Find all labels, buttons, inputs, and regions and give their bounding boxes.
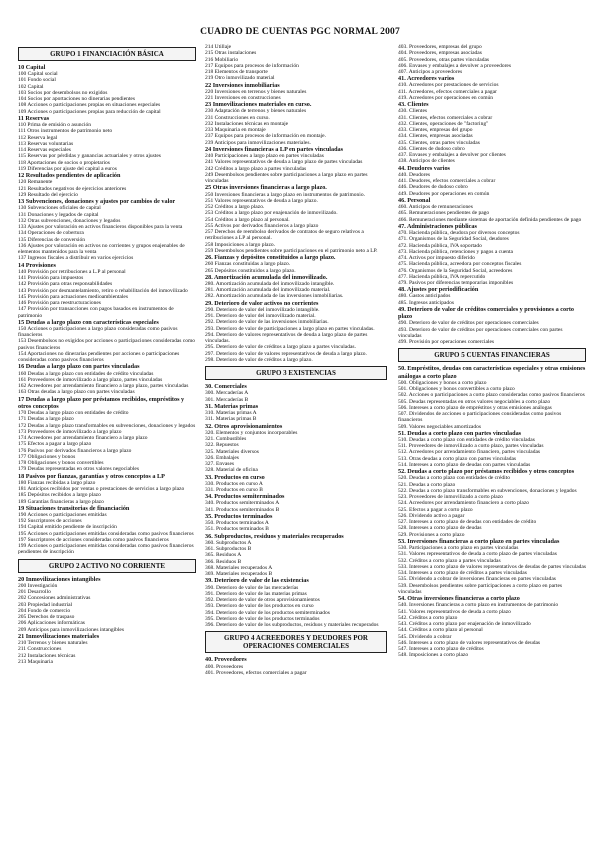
account-line: 194 Capital emitido pendiente de inscripción [18, 524, 117, 531]
account-line: 509. Valores negociables amortizados [398, 423, 481, 430]
section-heading: 51. Deudas a corto plazo con partes vinculadas [398, 429, 522, 437]
account-line: 548. Imposiciones a corto plazo [398, 652, 469, 659]
account-line: 171 Deudas a largo plazo [18, 416, 74, 423]
account-line: 219 Otro inmovilizado material [205, 75, 275, 82]
section-heading: 41. Acreedores varios [398, 75, 455, 83]
section-heading: 11 Reservas [18, 114, 50, 122]
account-line: 201 Desarrollo [18, 589, 51, 596]
account-line: 255 Activos por derivados financieros a largo plazo [205, 222, 319, 229]
section-heading: 53. Inversiones financieras a corto plazo en partes vinculadas [398, 537, 560, 545]
section-heading: 39. Deterioro de valor de las existencias [205, 577, 309, 585]
account-line: 230 Adaptación de terrenos y bienes naturales [205, 108, 307, 115]
account-line: 510. Deudas a corto plazo con entidades de crédito vinculadas [398, 436, 535, 443]
account-line: 209 Anticipos para inmovilizaciones intangibles [18, 626, 125, 633]
section-heading: 40. Proveedores [205, 656, 247, 664]
account-line: 260 Fianzas constituidas a largo plazo. [205, 261, 291, 268]
account-line: 131 Donaciones y legados de capital [18, 211, 99, 218]
account-line: 189 Garantías financieras a largo plazo [18, 498, 104, 505]
section-heading: 35. Productos terminados [205, 512, 273, 520]
account-line: 147 Provisión por transacciones con pagos basados en instrumentos de patrimonio [18, 306, 174, 319]
account-line: 407. Anticipos a proveedores [398, 69, 463, 75]
section-heading: 33. Productos en curso [205, 473, 265, 481]
account-line: 134 Operaciones de cobertura [18, 230, 84, 237]
account-line: 322. Repuestos [205, 442, 239, 449]
account-line: 535. Dividendo a cobrar de inversiones financieras en partes vinculadas [398, 576, 556, 583]
section-heading: 21 Inmovilizaciones materiales [18, 632, 100, 640]
account-line: 119 Diferencias por ajuste del capital a euros [18, 165, 117, 172]
account-line: 474. Activos por impuesto diferido [398, 255, 475, 262]
account-line: 133 Ajustes por valoración en activos financieros disponibles para la venta [18, 224, 183, 231]
account-line: 433. Clientes, empresas del grupo [398, 127, 473, 134]
account-line: 163 Otras deudas a largo plazo con partes vinculadas [18, 389, 135, 396]
account-line: 545. Dividendo a cobrar [398, 633, 452, 640]
account-line: 114 Reservas especiales [18, 147, 71, 154]
account-line: 434. Clientes, empresas asociadas [398, 133, 473, 140]
account-line: 298. Deterioro de valor de créditos a largo plazo. [205, 356, 313, 363]
account-line: 394. Deterioro de valor de los productos semiterminados [205, 609, 330, 616]
account-line: 241 Valores representativos de deuda a largo plazo de partes vinculadas [205, 159, 363, 166]
account-line: 136 Ajustes por valoración en activos no corrientes y grupos enajenables de elementos mantenidos para la venta [18, 242, 185, 256]
account-line: 177 Obligaciones y bonos [18, 453, 76, 460]
account-line: 104 Socios por aportaciones no dinerarias pendientes [18, 96, 135, 103]
account-line: 154 Aportaciones no dinerarias pendientes por acciones o participaciones consideradas como pasivos financieros [18, 350, 180, 364]
account-line: 108 Acciones o participaciones propias en situaciones especiales [18, 102, 161, 109]
account-line: 473. Hacienda pública, retenciones y pagos a cuenta [398, 248, 513, 255]
account-line: 206 Aplicaciones informáticas [18, 620, 85, 627]
document-title: CUADRO DE CUENTAS PGC NORMAL 2007 [200, 27, 400, 37]
account-line: 477. Hacienda pública, IVA repercutido [398, 273, 486, 280]
account-line: 180 Fianzas recibidas a largo plazo [18, 479, 96, 486]
account-line: 153 Desembolsos no exigidos por acciones o participaciones consideradas como pasivos financieros [18, 338, 196, 351]
account-line: 446. Deudores de dudoso cobro [398, 184, 468, 191]
account-line: 546. Intereses a corto plazo de valores representativos de deudas [398, 639, 541, 646]
account-line: 521. Deudas a corto plazo [398, 481, 456, 488]
account-line: 145 Provisión para actuaciones medioambientales [18, 293, 128, 300]
account-line: 281. Amortización acumulada del inmovilizado material. [205, 287, 331, 294]
account-line: 176 Pasivos por derivados financieros a largo plazo [18, 447, 132, 454]
account-line: 257 Derechos de reembolso derivados de contratos de seguro relativos a retribuciones a LP al personal. [205, 229, 364, 242]
account-line: 506. Intereses a corto plazo de empréstitos y otras emisiones análogas [398, 404, 552, 411]
section-heading: 25 Otras inversiones financieras a largo plazo. [205, 184, 327, 192]
section-heading: 18 Pasivos por fianzas, garantías y otros conceptos a LP [18, 472, 165, 480]
account-line: 292. Deterioro de valor de las inversiones inmobiliarias. [205, 319, 329, 326]
account-line: 392. Deterioro de valor de otros aprovisionamientos [205, 597, 320, 604]
account-line: 200 Investigación [18, 582, 58, 589]
section-heading: 26. Fianzas y depósitos constituidos a largo plazo. [205, 254, 336, 262]
account-line: 393. Deterioro de valor de los productos en curso [205, 603, 314, 610]
account-line: 326. Embalajes [205, 454, 239, 461]
section-heading: 36. Subproductos, residuos y materiales recuperados [205, 532, 344, 540]
account-line: 401. Proveedores, efectos comerciales a pagar [205, 669, 307, 676]
account-line: 115 Reservas por pérdidas y ganancias actuariales y otros ajustes [18, 153, 161, 160]
account-line: 391. Deterioro de valor de las materias primas [205, 590, 307, 597]
account-line: 524. Acreedores por arrendamiento financiero a corto plazo [398, 500, 530, 507]
account-line: 253 Créditos a largo plazo por enajenación de inmovilizado. [205, 210, 338, 217]
account-line: 529. Provisiones a corto plazo [398, 531, 465, 538]
account-line: 541. Valores representativos de deuda a corto plazo [398, 608, 511, 615]
account-line: 112 Reserva legal [18, 134, 58, 141]
account-line: 190 Acciones o participaciones emitidas [18, 511, 107, 518]
account-line: 440. Deudores [398, 171, 431, 178]
account-line: 249 Desembolsos pendientes sobre participaciones a largo plazo en partes vinculadas [205, 171, 368, 185]
account-line: 525. Efectos a pagar a corto plazo [398, 506, 473, 513]
account-line: 174 Acreedores por arrendamiento financiero a largo plazo [18, 435, 148, 442]
account-line: 251 Valores representativos de deuda a largo plazo. [205, 197, 318, 204]
account-line: 542. Créditos a corto plazo [398, 614, 458, 621]
account-line: 120 Remanente [18, 179, 53, 186]
account-line: 252 Créditos a largo plazo. [205, 204, 265, 211]
section-heading: 48. Ajustes por periodificación [398, 286, 479, 294]
section-heading: 29. Deterioro de valor activos no corrientes [205, 299, 319, 307]
account-line: 197 Suscriptores de acciones consideradas como pasivos financieros [18, 536, 169, 543]
account-line: 512. Acreedores por arrendamiento financiero, partes vinculadas [398, 449, 541, 456]
group-header: GRUPO 1 FINANCIACIÓN BÁSICA [18, 47, 196, 61]
account-line: 213 Maquinaria [18, 658, 53, 665]
account-line: 533. Intereses a corto plazo de valores representativos de deudas de partes vinculadas [398, 563, 586, 570]
account-line: 360. Subproductos A [205, 539, 252, 546]
account-line: 111 Otros instrumentos de patrimonio neto [18, 128, 113, 135]
column-3 [398, 44, 586, 659]
section-heading: 13 Subvenciones, donaciones y ajustes por cambios de valor [18, 198, 176, 206]
account-line: 493. Deterioro de valor de créditos por operaciones comerciales con partes vinculadas [398, 326, 563, 339]
account-line: 212 Instalaciones técnicas [18, 652, 76, 659]
account-line: 101 Fondo social [18, 77, 56, 84]
account-line: 211 Construcciones [18, 646, 62, 653]
account-line: 233 Maquinaria en montaje [205, 127, 266, 134]
account-line: 400. Proveedores [205, 663, 244, 670]
account-line: 531. Valores representativos de deuda a corto plazo de partes vinculadas [398, 551, 557, 558]
account-line: 500. Obligaciones y bonos a corto plazo [398, 379, 487, 386]
account-line: 293. Deterioro de valor de participaciones a largo plazo en partes vinculadas. [205, 325, 375, 332]
account-line: 100 Capital social [18, 71, 58, 78]
section-heading: 46. Personal [398, 196, 431, 204]
account-line: 150 Acciones o participaciones a largo plazo consideradas como pasivos financieros [18, 325, 178, 339]
section-heading: 47. Administraciones públicas [398, 222, 477, 230]
account-line: 438. Anticipos de clientes [398, 158, 455, 165]
account-line: 369. Materiales recuperados B [205, 571, 273, 578]
account-line: 405. Proveedores, otras partes vinculadas [398, 56, 490, 63]
account-line: 258 Imposiciones a largo plazo. [205, 241, 276, 248]
account-line: 178 Obligaciones y bonos convertibles [18, 460, 104, 467]
account-line: 534. Intereses a corto plazo de créditos a partes vinculadas [398, 570, 527, 577]
section-heading: 52. Deudas a corto plazo por préstamos recibidos y otros conceptos [398, 468, 575, 476]
section-heading: 28. Amortización acumulada del inmovilizado. [205, 273, 328, 281]
account-line: 507. Dividendos de acciones o participaciones consideradas como pasivos financieros [398, 411, 562, 424]
account-line: 142 Provisión para otras responsabilidades [18, 281, 113, 288]
section-heading: 31. Materias primas [205, 402, 259, 410]
account-line: 141 Provisión para impuestos [18, 275, 84, 282]
account-line: 135 Diferencias de conversión [18, 236, 86, 243]
account-line: 218 Elementos de transporte [205, 69, 268, 75]
column-2 [205, 44, 387, 676]
account-line: 368. Materiales recuperados A [205, 564, 273, 571]
account-line: 490. Deterioro de valor de créditos por operaciones comerciales [398, 320, 539, 327]
account-line: 419. Acreedores por operaciones en común [398, 94, 493, 101]
account-line: 501. Obligaciones y bonos convertibles a corto plazo [398, 386, 515, 393]
account-line: 173 Proveedores de inmovilizado a largo plazo [18, 428, 122, 435]
account-line: 544. Créditos a corto plazo al personal [398, 627, 483, 634]
account-line: 204 Fondo de comercio [18, 607, 71, 614]
account-line: 320. Elementos y conjuntos incorporables [205, 429, 298, 436]
group-header: GRUPO 4 ACREEDORES Y DEUDORES POR OPERACIONES COMERCIALES [205, 631, 387, 653]
account-line: 129 Resultado del ejercicio [18, 191, 79, 198]
account-line: 505. Deudas representadas en otros valores negociables a corto plazo [398, 398, 551, 405]
section-heading: 17 Deudas a largo plazo por préstamos recibidos, empréstitos y otros conceptos [18, 395, 185, 410]
account-line: 539. Desembolsos pendientes sobre participaciones a corto plazo en partes vinculadas [398, 582, 563, 595]
account-line: 527. Intereses a corto plazo de deudas con entidades de crédito [398, 519, 537, 526]
account-line: 121 Resultados negativos de ejercicios anteriores [18, 185, 127, 192]
account-line: 301. Mercaderías B [205, 396, 249, 403]
account-line: 520. Deudas a corto plazo con entidades de crédito [398, 475, 510, 482]
account-line: 431. Clientes, efectos comerciales a cobrar [398, 114, 493, 121]
account-line: 181 Anticipos recibidos por ventas o prestaciones de servicios a largo plazo [18, 486, 185, 493]
account-line: 237 Equipos para procesos de información en montaje. [205, 133, 326, 140]
section-heading: 34. Productos semiterminados [205, 493, 285, 501]
account-line: 160 Deudas a largo plazo con entidades de crédito vinculadas [18, 370, 154, 377]
account-line: 221 Inversiones en construcciones [205, 94, 281, 101]
account-line: 437. Envases y embalajes a devolver por clientes [398, 152, 506, 159]
account-line: 396. Deterioro de valor de los subproductos, residuos y materiales recuperados [205, 622, 379, 629]
account-line: 172 Deudas a largo plazo transformables en subvenciones, donaciones y legados [18, 422, 196, 429]
account-line: 103 Socios por desembolsos no exigidos [18, 89, 108, 96]
account-line: 411. Acreedores, efectos comerciales a pagar [398, 88, 497, 95]
account-line: 113 Reservas voluntarias [18, 140, 74, 147]
account-line: 341. Productos semiterminados B [205, 506, 280, 513]
account-line: 435. Clientes, otras partes vinculadas [398, 139, 480, 146]
account-line: 130 Subvenciones oficiales de capital [18, 205, 101, 212]
account-line: 203 Propiedad industrial [18, 601, 73, 608]
account-line: 291. Deterioro de valor del inmovilizado material. [205, 313, 316, 320]
account-line: 205 Derechos de traspaso [18, 614, 75, 621]
account-line: 185 Depósitos recibidos a largo plazo [18, 492, 101, 499]
account-line: 485. Ingresos anticipados [398, 299, 455, 306]
account-line: 361. Subproductos B [205, 546, 252, 553]
account-line: 547. Intereses a corto plazo de créditos [398, 646, 484, 653]
section-heading: 43. Clientes [398, 101, 429, 109]
account-line: 239 Anticipos para inmovilizaciones materiales. [205, 139, 311, 146]
account-line: 511. Proveedores de inmovilizado a corto plazo, partes vinculadas [398, 443, 544, 450]
account-line: 294. Deterioro de valores representativos de deuda a largo plazo de partes vinculadas. [205, 331, 368, 345]
account-line: 216 Mobiliario [205, 56, 239, 63]
column-1 [18, 44, 196, 665]
account-line: 282. Amortización acumulada de las inversiones inmobiliarias. [205, 293, 344, 300]
account-line: 250 Inversiones financieras a largo plazo en instrumentos de patrimonio. [205, 191, 365, 198]
account-line: 513. Otras deudas a corto plazo con partes vinculadas [398, 455, 517, 462]
account-line: 215 Otras instalaciones [205, 50, 257, 57]
group-header: GRUPO 2 ACTIVO NO CORRIENTE [18, 559, 196, 573]
section-heading: 23 Inmovilizaciones materiales en curso. [205, 101, 312, 109]
account-line: 543. Créditos a corto plazo por enajenación de inmovilizado [398, 621, 531, 628]
account-line: 146 Provisión para reestructuraciones [18, 300, 101, 307]
account-line: 242 Créditos a largo plazo a partes vinculadas [205, 165, 307, 172]
account-line: 109 Acciones o participaciones propias para reducción de capital [18, 108, 161, 115]
account-line: 202 Concesiones administrativas [18, 595, 91, 602]
account-line: 465. Remuneraciones pendientes de pago [398, 210, 490, 217]
account-line: 460. Anticipos de remuneraciones [398, 204, 473, 211]
section-heading: 15 Deudas a largo plazo con características especiales [18, 318, 159, 326]
account-line: 170 Deudas a largo plazo con entidades de crédito [18, 410, 129, 417]
account-line: 143 Provisión por desmantelamiento, retiro o rehabilitación del inmovilizado [18, 287, 188, 294]
account-line: 259 Desembolsos pendientes sobre participaciones en el patrimonio neto a LP. [205, 247, 378, 254]
section-heading: 20 Inmovilizaciones intangibles [18, 575, 101, 583]
account-line: 327. Envases [205, 461, 235, 468]
account-line: 231 Construcciones en curso. [205, 114, 270, 121]
account-line: 351. Productos terminados B [205, 526, 269, 533]
account-line: 528. Intereses a corto plazo de deudas [398, 525, 482, 532]
account-line: 499. Provisión por operaciones comerciales [398, 339, 495, 346]
account-line: 466. Remuneraciones mediante sistemas de aportación definida pendientes de pago [398, 216, 582, 223]
section-heading: 50. Empréstitos, deudas con características especiales y otras emisiones análogas a corto plazo [398, 365, 586, 380]
section-heading: 30. Comerciales [205, 383, 247, 391]
section-heading: 10 Capital [18, 64, 46, 71]
section-heading: 19 Situaciones transitorias de financiación [18, 504, 130, 512]
account-line: 175 Efectos a pagar a largo plazo [18, 441, 92, 448]
account-line: 540. Inversiones financieras a corto plazo en instrumentos de patrimonio [398, 602, 559, 609]
group-header: GRUPO 5 CUENTAS FINANCIERAS [398, 348, 586, 362]
section-heading: 22 Inversiones inmobiliarias [205, 81, 280, 89]
account-line: 140 Provisión por retribuciones a L.P al personal [18, 268, 126, 275]
account-line: 214 Utillaje [205, 44, 232, 50]
account-line: 297. Deterioro de valor de valores representativos de deuda a largo plazo. [205, 350, 367, 357]
account-line: 404. Proveedores, empresas asociadas [398, 50, 482, 57]
account-line: 522. Deudas a corto plazo transformables en subvenciones, donaciones y legados [398, 487, 577, 494]
account-line: 110 Prima de emisión o asunción [18, 122, 91, 129]
account-line: 195 Acciones o participaciones emitidas consideradas como pasivos financieros [18, 530, 194, 537]
account-line: 471. Organismos de la Seguridad Social, deudores [398, 236, 509, 243]
account-line: 132 Otras subvenciones, donaciones y legados [18, 217, 121, 224]
account-line: 436. Clientes de dudoso cobro [398, 145, 465, 152]
account-line: 328. Material de oficina [205, 467, 258, 474]
account-line: 475. Hacienda pública, acreedora por conceptos fiscales [398, 261, 522, 268]
account-line: 480. Gastos anticipados [398, 293, 451, 300]
account-line: 300. Mercaderías A [205, 390, 249, 397]
section-heading: 49. Deterioro de valor de créditos comerciales y provisiones a corto plazo [398, 305, 575, 321]
account-line: 403. Proveedores, empresas del grupo [398, 44, 482, 50]
account-line: 470. Hacienda pública, deudora por diversos conceptos [398, 230, 520, 237]
section-heading: 12 Resultados pendientes de aplicación [18, 172, 121, 180]
account-line: 118 Aportaciones de socios o propietarios [18, 159, 110, 166]
section-heading: 32. Otros aprovisionamientos [205, 422, 283, 430]
account-line: 220 Inversiones en terrenos y bienes naturales [205, 88, 307, 95]
account-line: 162 Acreedores por arrendamiento financiero a largo plazo, partes vinculadas [18, 383, 189, 390]
account-line: 449. Deudores por operaciones en común [398, 190, 490, 197]
account-line: 526. Dividendo activo a pagar [398, 512, 465, 519]
section-heading: 16 Deudas a largo plazo con partes vinculadas [18, 363, 140, 371]
account-line: 366. Residuos B [205, 558, 242, 565]
section-heading: 24 Inversiones financieras a LP en partes vinculadas [205, 145, 344, 153]
section-heading: 44. Deudores varios [398, 164, 450, 172]
account-line: 295. Deterioro de valor de créditos a largo plazo a partes vinculadas. [205, 344, 356, 351]
account-line: 192 Suscriptores de acciones [18, 518, 82, 525]
account-line: 390. Deterioro de valor de las mercaderías [205, 584, 299, 591]
account-line: 311. Materias primas B [205, 416, 257, 423]
account-line: 290. Deterioro de valor del inmovilizado intangible. [205, 306, 320, 313]
group-header: GRUPO 3 EXISTENCIAS [205, 366, 387, 380]
account-line: 310. Materias primas A [205, 410, 257, 417]
account-line: 432. Clientes, operaciones de "factoring" [398, 120, 489, 127]
account-line: 523. Proveedores de inmovilizado a corto plazo [398, 494, 503, 501]
account-line: 514. Intereses a corto plazo de deudas con partes vinculadas [398, 461, 531, 468]
account-line: 210 Terrenos y bienes naturales [18, 640, 88, 647]
account-line: 232 Instalaciones técnicas en montaje [205, 120, 289, 127]
account-line: 476. Organismos de la Seguridad Social, acreedores [398, 267, 513, 274]
account-line: 330. Productos en curso A [205, 480, 263, 487]
account-line: 179 Deudas representadas en otros valores negociables [18, 466, 139, 473]
account-line: 472. Hacienda pública, IVA soportado [398, 242, 482, 249]
account-line: 350. Productos terminados A [205, 520, 269, 527]
account-line: 254 Créditos a largo plazo al personal. [205, 216, 290, 223]
section-heading: 54. Otras inversiones financieras a corto plazo [398, 595, 520, 603]
account-line: 265 Depósitos constituidos a largo plazo. [205, 267, 296, 274]
account-line: 530. Participaciones a corto plazo en partes vinculadas [398, 545, 519, 552]
account-line: 217 Equipos para procesos de información [205, 62, 299, 69]
account-line: 161 Proveedores de inmovilizado a largo plazo, partes vinculadas [18, 376, 163, 383]
account-line: 365. Residuos A [205, 552, 242, 559]
account-line: 502. Acciones o participaciones a corto plazo consideradas como pasivos financieros [398, 392, 585, 399]
section-heading: 14 Provisiones [18, 261, 56, 269]
account-line: 479. Pasivos por diferencias temporarias imponibles [398, 280, 514, 287]
account-line: 395. Deterioro de valor de los productos terminados [205, 615, 320, 622]
account-line: 340. Productos semiterminados A [205, 500, 280, 507]
account-line: 410. Acreedores por prestaciones de servicios [398, 82, 499, 89]
account-line: 441. Deudores, efectos comerciales a cobrar [398, 178, 496, 185]
account-line: 331. Productos en curso B [205, 486, 263, 493]
account-line: 321. Combustibles [205, 436, 247, 443]
account-line: 406. Envases y embalajes a devolver a proveedores [398, 62, 512, 69]
account-line: 137 Ingresos fiscales a distribuir en varios ejercicios [18, 255, 134, 262]
account-line: 199 Acciones o participaciones emitidas consideradas como pasivos financieros pendientes de inscripción [18, 543, 194, 556]
account-line: 280. Amortización acumulada del inmovilizado intangible. [205, 280, 335, 287]
account-line: 240 Participaciones a largo plazo en partes vinculadas [205, 153, 324, 160]
account-line: 532. Créditos a corto plazo a partes vinculadas [398, 557, 501, 564]
account-line: 102 Capital [18, 83, 44, 90]
account-line: 430. Clientes [398, 108, 428, 115]
account-line: 325. Materiales diversos [205, 448, 259, 455]
